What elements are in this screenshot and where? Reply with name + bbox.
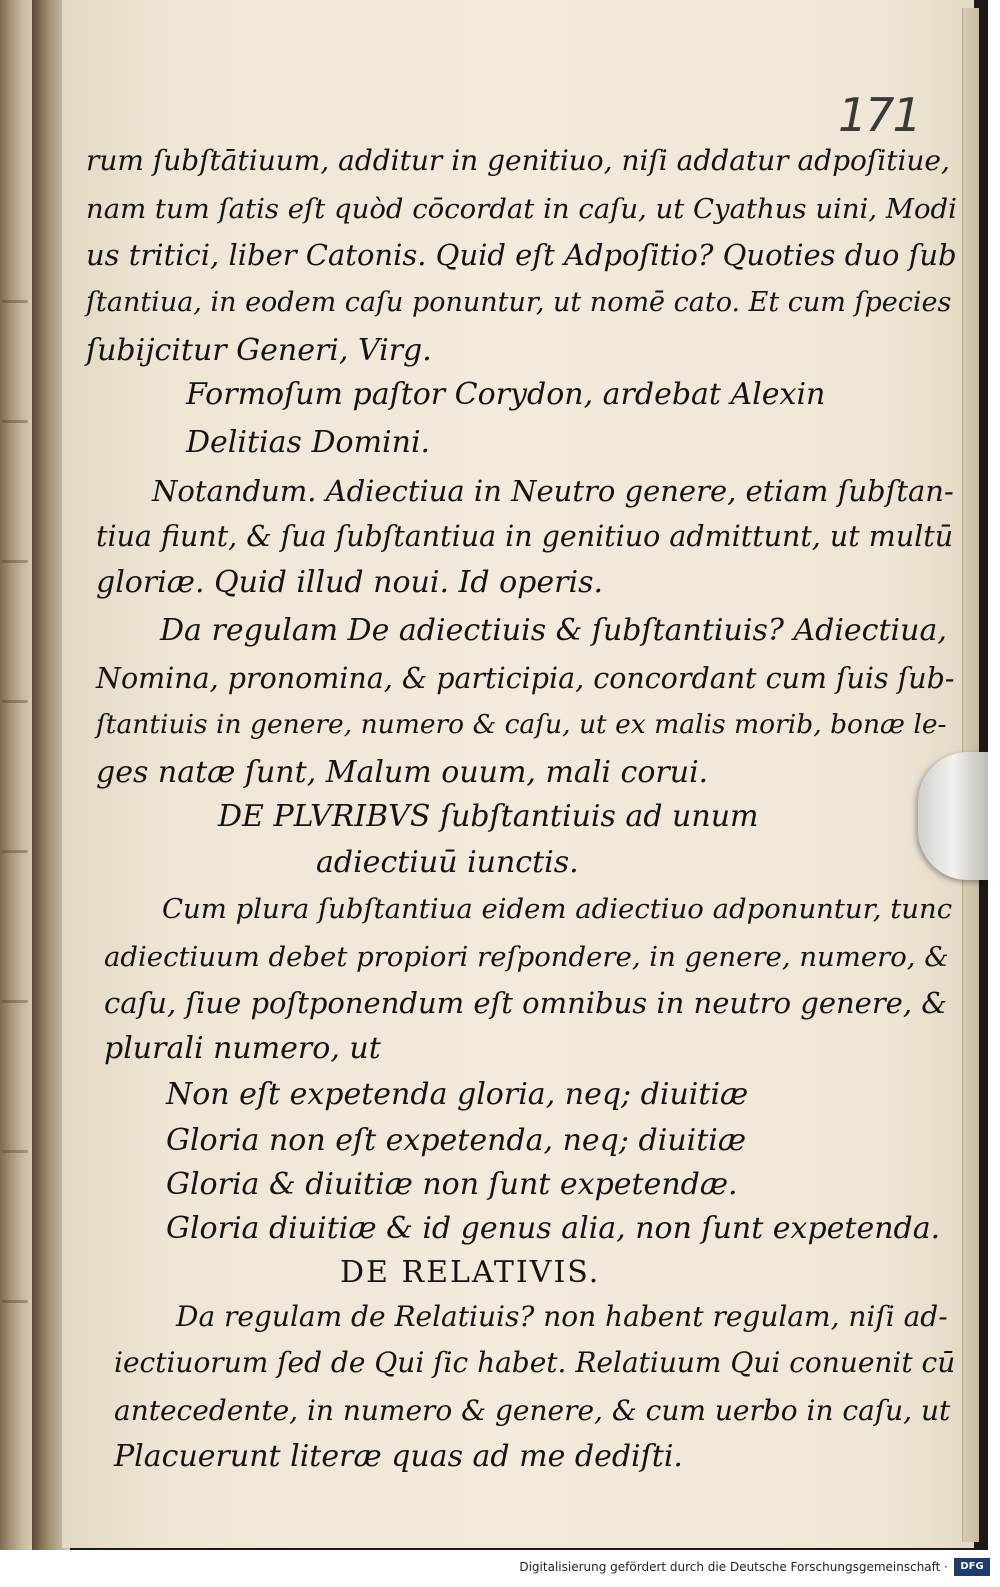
verse-line: Delitias Domini. bbox=[186, 425, 431, 460]
footer-bar bbox=[0, 1550, 1000, 1587]
text-line: Da regulam De adiectiuis & ſubſtantiuis? Adiectiua, bbox=[160, 613, 947, 648]
verse-line: Gloria non eſt expetenda, neq; diuitiæ bbox=[166, 1123, 747, 1158]
previous-page-edge bbox=[0, 0, 32, 1550]
text-line: Nomina, pronomina, & participia, concordant cum ſuis ſub- bbox=[96, 662, 955, 695]
verse-line: Non eſt expetenda gloria, neq; diuitiæ bbox=[166, 1077, 749, 1112]
verse-line: Formoſum paſtor Corydon, ardebat Alexin bbox=[186, 377, 826, 412]
folio-number: 171 bbox=[838, 88, 920, 142]
text-line: us tritici, liber Catonis. Quid eſt Adpoſitio? Quoties duo ſub bbox=[86, 238, 957, 272]
text-line: Cum plura ſubſtantiua eidem adiectiuo adponuntur, tunc bbox=[162, 893, 953, 925]
section-heading: adiectiuū iunctis. bbox=[316, 845, 579, 880]
dfg-logo-icon: DFG bbox=[954, 1558, 990, 1576]
text-line: adiectiuum debet propiori reſpondere, in genere, numero, & bbox=[104, 941, 949, 973]
text-line: caſu, ſiue poſtponendum eſt omnibus in neutro genere, & bbox=[104, 986, 948, 1020]
section-heading: DE PLVRIBVS ſubſtantiuis ad unum bbox=[218, 799, 759, 834]
text-line: Placuerunt literæ quas ad me dediſti. bbox=[114, 1439, 683, 1474]
text-line: rum ſubſtātiuum, additur in genitiuo, niſi addatur adpoſitiue, bbox=[86, 144, 950, 177]
text-line: plurali numero, ut bbox=[104, 1031, 381, 1066]
text-line: nam tum ſatis eſt quòd cōcordat in caſu, ut Cyathus uini, Modi bbox=[86, 193, 957, 225]
text-line: gloriæ. Quid illud noui. Id operis. bbox=[96, 565, 604, 600]
verse-line: Gloria & diuitiæ non ſunt expetendæ. bbox=[166, 1167, 738, 1202]
text-line: Da regulam de Relatiuis? non habent regulam, niſi ad- bbox=[176, 1300, 948, 1333]
text-line: tiua fiunt, & ſua ſubſtantiua in genitiuo admittunt, ut multū bbox=[96, 520, 954, 553]
page-clip bbox=[918, 752, 988, 880]
text-line: ſtantiuis in genere, numero & caſu, ut ex malis morib, bonæ le- bbox=[96, 709, 947, 740]
text-line: antecedente, in numero & genere, & cum uerbo in caſu, ut bbox=[114, 1394, 951, 1427]
text-line: ſubijcitur Generi, Virg. bbox=[86, 333, 432, 368]
funding-credit: Digitalisierung gefördert durch die Deutsche Forschungsgemeinschaft · bbox=[519, 1560, 948, 1574]
text-line: Notandum. Adiectiua in Neutro genere, etiam ſubſtan- bbox=[152, 474, 954, 508]
text-line: ſtantiua, in eodem caſu ponuntur, ut nomē cato. Et cum ſpecies bbox=[86, 287, 952, 318]
section-heading: DE RELATIVIS. bbox=[340, 1255, 601, 1290]
verse-line: Gloria diuitiæ & id genus alia, non ſunt expetenda. bbox=[166, 1211, 941, 1246]
text-line: iectiuorum ſed de Qui ſic habet. Relatiuum Qui conuenit cū bbox=[114, 1346, 956, 1379]
text-line: ges natæ ſunt, Malum ouum, mali corui. bbox=[96, 755, 709, 790]
